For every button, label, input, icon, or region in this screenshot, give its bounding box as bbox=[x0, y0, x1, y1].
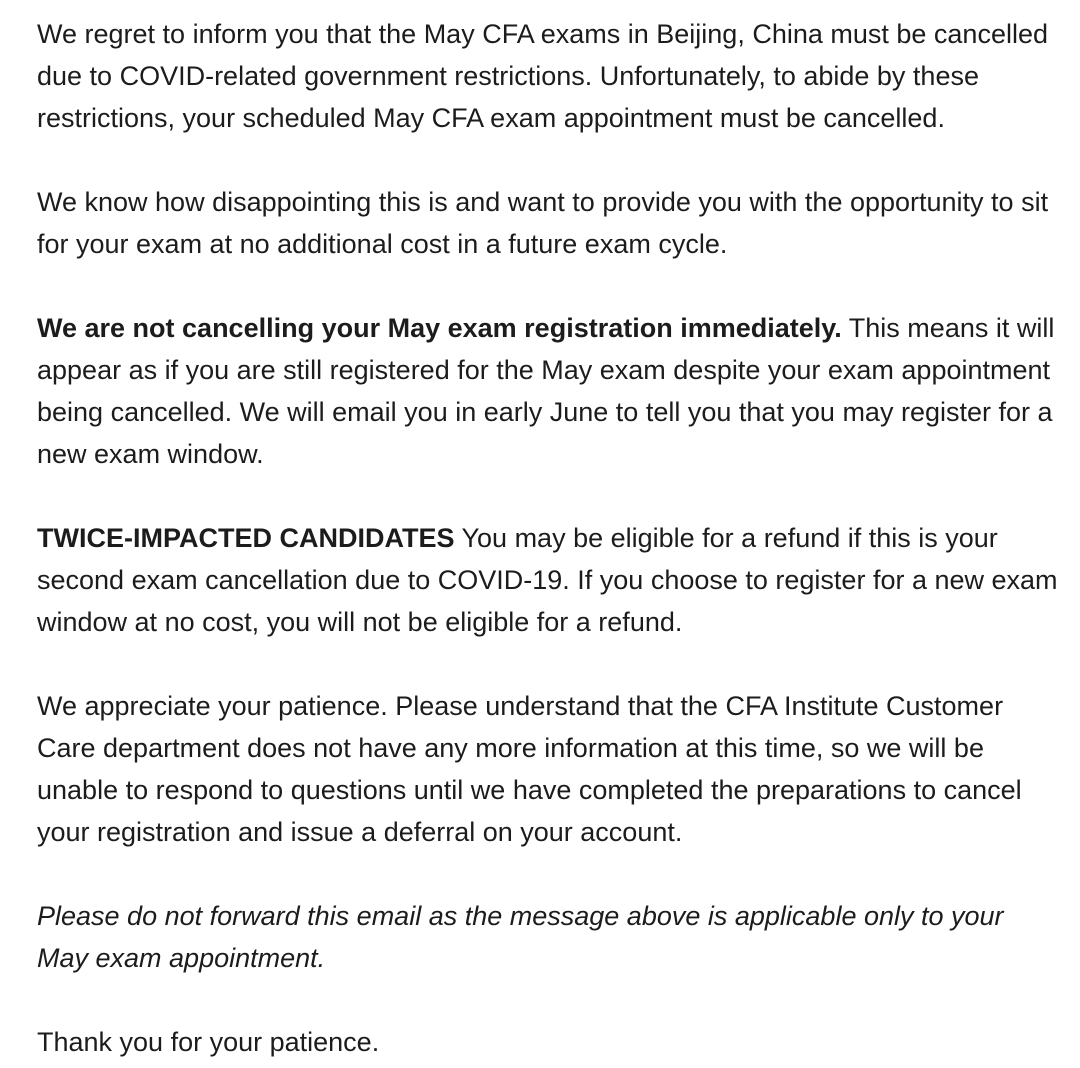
paragraph-customer-care: We appreciate your patience. Please understand that the CFA Institute Customer Care department does not have any more information at this time, so we will be unable to respond to questions until we have completed the preparations to cancel your registration and issue a deferral on your account. bbox=[37, 691, 1022, 847]
paragraph-closing: Thank you for your patience. bbox=[37, 1027, 380, 1057]
twice-impacted-heading: TWICE-IMPACTED CANDIDATES bbox=[37, 523, 455, 553]
paragraph-twice-impacted bbox=[37, 517, 1060, 643]
registration-status-text: This means it will appear as if you are still registered for the May exam despite your exam appointment being cancelled. We will email you in early June to tell you that you may register for a new exam window. bbox=[37, 313, 1055, 469]
registration-status-bold-lead: We are not cancelling your May exam registration immediately. bbox=[37, 313, 842, 343]
paragraph-future-cycle-offer: We know how disappointing this is and want to provide you with the opportunity to sit for your exam at no additional cost in a future exam cycle. bbox=[37, 187, 1049, 259]
paragraph-do-not-forward: Please do not forward this email as the message above is applicable only to your May exam appointment. bbox=[37, 901, 1004, 973]
paragraph-cancellation-notice: We regret to inform you that the May CFA exams in Beijing, China must be cancelled due to COVID-related government restrictions. Unfortunately, to abide by these restrictions, your scheduled May CFA exam appointment must be cancelled. bbox=[37, 19, 1048, 133]
twice-impacted-text: You may be eligible for a refund if this is your second exam cancellation due to COVID-19. If you choose to register for a new exam window at no cost, you will not be eligible for a refund. bbox=[37, 523, 1058, 637]
paragraph-registration-status bbox=[37, 307, 1060, 475]
